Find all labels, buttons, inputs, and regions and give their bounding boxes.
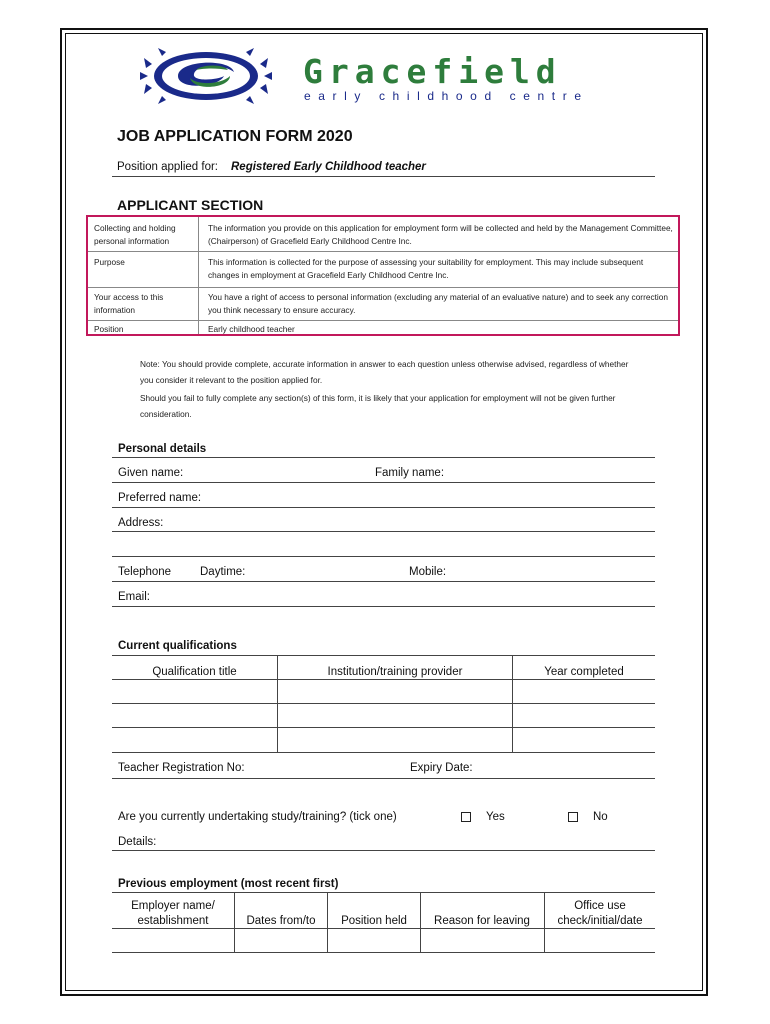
qualifications-table-top [112, 655, 655, 656]
registration-field-line[interactable] [112, 778, 655, 779]
emp-col-divider [544, 892, 545, 952]
address-label: Address: [118, 517, 164, 529]
emp-header-office-use: Office use check/initial/date [557, 900, 643, 927]
info-row-separator [88, 287, 678, 288]
expiry-date-label: Expiry Date: [410, 762, 473, 774]
preferred-name-label: Preferred name: [118, 492, 202, 504]
info-row-label: Position [94, 324, 124, 334]
preferred-name-field-line[interactable] [112, 507, 655, 508]
info-row-label: Your access to this information [94, 292, 164, 315]
address-field-line-2[interactable] [112, 556, 655, 557]
position-underline [112, 176, 655, 177]
qual-header-institution: Institution/training provider [327, 666, 463, 678]
employment-table-top [112, 892, 655, 893]
gracefield-logo-emblem [138, 46, 288, 106]
position-label: Position applied for: [117, 161, 219, 173]
emp-header-reason: Reason for leaving [434, 915, 530, 927]
brand-name: Gracefield [303, 52, 562, 91]
employment-title: Previous employment (most recent first) [118, 878, 339, 890]
qual-row-line [112, 679, 655, 680]
brand-tagline: early childhood centre [304, 89, 589, 103]
info-row-text: The information you provide on this application for employment form will be collected and held by the Management Committee, (Chairperson) of Gracefield Early Childhood Centre Inc. [208, 223, 673, 246]
applicant-section-title: APPLICANT SECTION [117, 197, 264, 213]
info-row-separator [88, 251, 678, 252]
qualifications-title: Current qualifications [118, 640, 237, 652]
daytime-label: Daytime: [200, 566, 246, 578]
emp-row-line[interactable] [112, 952, 655, 953]
details-label: Details: [118, 836, 157, 848]
applicant-info-table [86, 215, 680, 336]
info-row-text: This information is collected for the purpose of assessing your suitability for employment. This may include subsequent changes in employment at Gracefield Early Childhood Centre Inc. [208, 257, 644, 280]
info-row-text: You have a right of access to personal information (excluding any material of an evaluative nature) and to seek any correction you think necessary to ensure accuracy. [208, 292, 668, 315]
emp-header-position: Position held [341, 915, 407, 927]
given-name-field-line[interactable] [112, 482, 655, 483]
email-field-line[interactable] [112, 606, 655, 607]
email-label: Email: [118, 591, 150, 603]
personal-details-title: Personal details [118, 443, 207, 455]
no-checkbox[interactable] [568, 812, 578, 822]
info-row-text: Early childhood teacher [208, 324, 295, 334]
note-incomplete-warning: Should you fail to fully complete any section(s) of this form, it is likely that your application for employment will not be given further consideration. [140, 393, 616, 419]
mobile-label: Mobile: [409, 566, 447, 578]
qual-row-line[interactable] [112, 727, 655, 728]
note-complete-info: Note: You should provide complete, accurate information in answer to each question unless otherwise advised, regardless of whether you consider it relevant to the position applied for. [140, 359, 629, 385]
rule [112, 457, 655, 458]
teacher-registration-label: Teacher Registration No: [118, 762, 245, 774]
info-row-separator [88, 320, 678, 321]
study-question: Are you currently undertaking study/training? (tick one) [118, 811, 397, 823]
no-label: No [593, 811, 608, 823]
info-row-label: Purpose [94, 257, 125, 267]
emp-col-divider [420, 892, 421, 952]
info-row-label: Collecting and holding personal information [94, 223, 176, 246]
qual-row-line[interactable] [112, 752, 655, 753]
position-value[interactable]: Registered Early Childhood teacher [231, 161, 426, 173]
details-field-line[interactable] [112, 850, 655, 851]
address-field-line[interactable] [112, 531, 655, 532]
telephone-label: Telephone [118, 566, 172, 578]
emp-col-divider [234, 892, 235, 952]
info-table-divider [198, 217, 199, 334]
emp-header-employer: Employer name/ establishment [131, 900, 215, 927]
yes-label: Yes [486, 811, 505, 823]
form-title: JOB APPLICATION FORM 2020 [117, 128, 353, 145]
given-name-label: Given name: [118, 467, 184, 479]
emp-col-divider [327, 892, 328, 952]
qual-header-year: Year completed [544, 666, 624, 678]
family-name-label: Family name: [375, 467, 445, 479]
telephone-field-line[interactable] [112, 581, 655, 582]
emp-row-line [112, 928, 655, 929]
yes-checkbox[interactable] [461, 812, 471, 822]
qual-row-line[interactable] [112, 703, 655, 704]
qual-header-title: Qualification title [152, 666, 237, 678]
emp-header-dates: Dates from/to [246, 915, 316, 927]
